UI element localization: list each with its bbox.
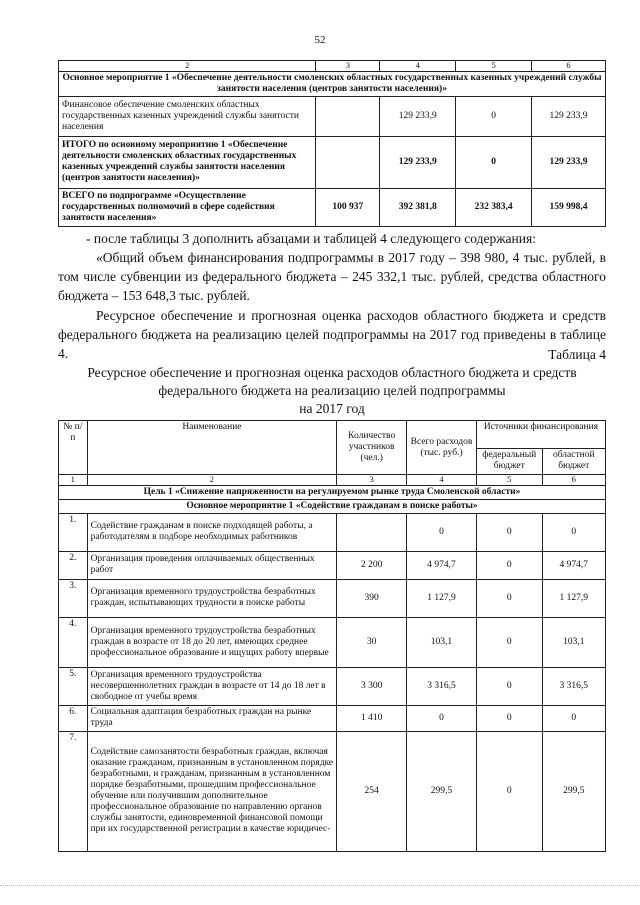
table-row — [59, 513, 606, 551]
cell-regional: 299,5 — [542, 731, 606, 851]
table-title-line-1: Ресурсное обеспечение и прогнозная оценка расходов областного бюджета и средств — [87, 365, 577, 380]
cell-total: 129 233,9 — [380, 136, 456, 188]
index-row — [59, 61, 606, 72]
cell-total: 103,1 — [407, 617, 477, 667]
cell-regional: 129 233,9 — [532, 96, 606, 136]
row-name: Содействие гражданам в поиске подходящей работы, а работодателям в подборе необходимых работников — [87, 513, 337, 551]
row-name: Организация временного трудоустройства безработных граждан в возрасте от 18 до 20 лет, имеющих среднее профессиональное образование и ищущих работу впервые — [87, 617, 337, 667]
index-cell: 1 — [59, 475, 88, 486]
cell-regional: 3 316,5 — [542, 667, 606, 705]
index-cell: 2 — [87, 475, 337, 486]
row-number: 6. — [59, 705, 88, 731]
index-cell: 4 — [407, 475, 477, 486]
index-cell: 3 — [316, 61, 380, 72]
table-row — [59, 188, 606, 226]
cell-federal: 0 — [476, 617, 542, 667]
row-name: Организация проведения оплачиваемых общественных работ — [87, 551, 337, 579]
paragraph-financing: «Общий объем финансирования подпрограммы в 2017 году – 398 980, 4 тыс. рублей, в том числе субвенции из федерального бюджета – 245 332,1 тыс. рублей, средства областного бюджета – 153 648,3 тыс. рублей. — [58, 250, 606, 303]
cell-regional: 129 233,9 — [532, 136, 606, 188]
table-title-line-2: федерального бюджета на реализацию целей подпрограммы — [158, 383, 506, 398]
table-row — [59, 617, 606, 667]
header-participants: Количество участников (чел.) — [337, 421, 407, 475]
table-row — [59, 96, 606, 136]
cell-federal: 0 — [476, 551, 542, 579]
table-row — [59, 667, 606, 705]
cell-participants: 1 410 — [337, 705, 407, 731]
index-cell: 6 — [542, 475, 606, 486]
table-3-continuation — [58, 60, 606, 227]
header-sources: Источники финансирования — [476, 421, 605, 449]
table-row — [59, 705, 606, 731]
cell-federal: 0 — [476, 705, 542, 731]
cell-federal: 0 — [476, 513, 542, 551]
table-row — [59, 731, 606, 851]
cell-participants — [337, 513, 407, 551]
cell-participants — [316, 96, 380, 136]
paragraph-intro: - после таблицы 3 дополнить абзацами и таблицей 4 следующего содержания: — [86, 231, 536, 246]
index-cell: 2 — [59, 61, 316, 72]
row-name: Содействие самозанятости безработных граждан, включая оказание гражданам, признанным в установленном порядке безработными, и гражданам, признанным в установленном порядке безработными, прошедшим профессиональное обучение или получившим дополнительное профессиональное образование по направлению органов службы занятости, единовременной финансовой помощи при их государственной регистрации в качестве юридичес- — [87, 731, 337, 851]
cell-federal: 0 — [456, 136, 532, 188]
index-cell: 4 — [380, 61, 456, 72]
row-number: 5. — [59, 667, 88, 705]
cell-federal: 0 — [476, 731, 542, 851]
index-cell: 5 — [456, 61, 532, 72]
cell-total: 299,5 — [407, 731, 477, 851]
row-name: ИТОГО по основному мероприятию 1 «Обеспечение деятельности смоленских областных государственных казенных учреждений службы занятости населения (центров занятости населения)» — [59, 136, 316, 188]
row-number: 2. — [59, 551, 88, 579]
cell-participants: 254 — [337, 731, 407, 851]
page-bottom-divider — [0, 885, 640, 887]
row-number: 4. — [59, 617, 88, 667]
table-4 — [58, 420, 606, 852]
index-cell: 5 — [476, 475, 542, 486]
header-total: Всего расходов (тыс. руб.) — [407, 421, 477, 475]
index-row — [59, 475, 606, 486]
section-title: Основное мероприятие 1 «Обеспечение деятельности смоленских областных государственных казенных учреждений службы занятости населения (центров занятости населения)» — [59, 71, 606, 96]
cell-total: 1 127,9 — [407, 579, 477, 617]
table-row — [59, 579, 606, 617]
table-title-line-3: на 2017 год — [299, 401, 365, 416]
cell-participants: 3 300 — [337, 667, 407, 705]
table-row — [59, 551, 606, 579]
cell-total: 3 316,5 — [407, 667, 477, 705]
header-num: № п/п — [59, 421, 88, 475]
row-number: 7. — [59, 731, 88, 851]
cell-regional: 103,1 — [542, 617, 606, 667]
cell-participants: 390 — [337, 579, 407, 617]
measure-row: Основное мероприятие 1 «Содействие гражданам в поиске работы» — [59, 499, 606, 513]
cell-total: 392 381,8 — [380, 188, 456, 226]
cell-regional: 159 998,4 — [532, 188, 606, 226]
row-name: Организация временного трудоустройства безработных граждан, испытывающих трудности в поиске работы — [87, 579, 337, 617]
row-number: 1. — [59, 513, 88, 551]
cell-participants: 2 200 — [337, 551, 407, 579]
cell-regional: 0 — [542, 705, 606, 731]
row-number: 3. — [59, 579, 88, 617]
page-number: 52 — [314, 34, 326, 46]
row-name: Организация временного трудоустройства несовершеннолетних граждан в возрасте от 14 до 18 лет в свободное от учебы время — [87, 667, 337, 705]
row-name: Финансовое обеспечение смоленских областных государственных казенных учреждений службы занятости населения — [59, 96, 316, 136]
cell-regional: 1 127,9 — [542, 579, 606, 617]
cell-total: 0 — [407, 705, 477, 731]
cell-total: 4 974,7 — [407, 551, 477, 579]
cell-regional: 0 — [542, 513, 606, 551]
cell-participants: 30 — [337, 617, 407, 667]
row-name: ВСЕГО по подпрограмме «Осуществление государственных полномочий в сфере содействия занятости населения» — [59, 188, 316, 226]
header-regional: областной бюджет — [542, 449, 606, 475]
table-label: Таблица 4 — [548, 347, 606, 362]
row-name: Социальная адаптация безработных граждан на рынке труда — [87, 705, 337, 731]
cell-federal: 0 — [456, 96, 532, 136]
index-cell: 6 — [532, 61, 606, 72]
cell-federal: 0 — [476, 667, 542, 705]
cell-regional: 4 974,7 — [542, 551, 606, 579]
cell-total: 129 233,9 — [380, 96, 456, 136]
header-federal: федеральный бюджет — [476, 449, 542, 475]
paragraph-resources: Ресурсное обеспечение и прогнозная оценка расходов областного бюджета и средств федерального бюджета на реализацию целей подпрограммы на 2017 год приведены в таблице 4. — [58, 308, 606, 361]
header-name: Наименование — [87, 421, 337, 475]
cell-total: 0 — [407, 513, 477, 551]
table-row — [59, 136, 606, 188]
goal-row: Цель 1 «Снижение напряженности на регулируемом рынке труда Смоленской области» — [59, 485, 606, 499]
cell-federal: 0 — [476, 579, 542, 617]
index-cell: 3 — [337, 475, 407, 486]
cell-participants — [316, 136, 380, 188]
cell-federal: 232 383,4 — [456, 188, 532, 226]
cell-participants: 100 937 — [316, 188, 380, 226]
